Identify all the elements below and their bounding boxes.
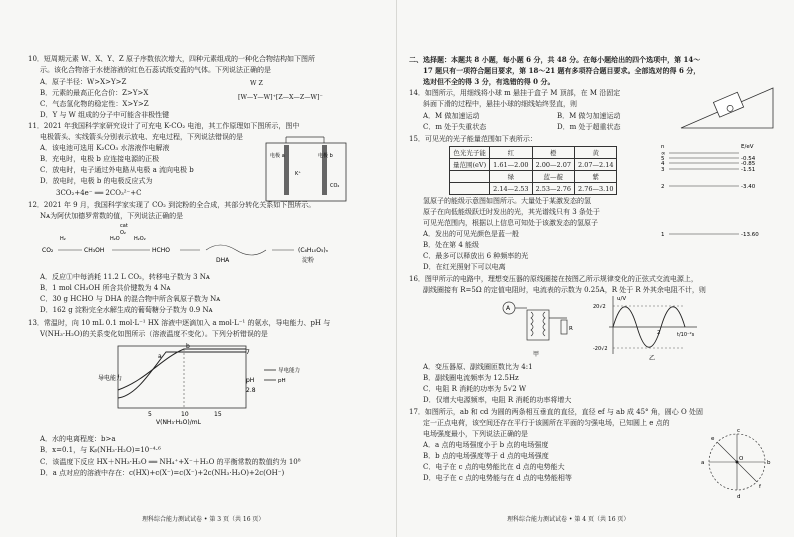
q15-option-d: D．在红光照射下可以电离 [423, 263, 506, 271]
q17-line: 定一正点电荷，该空间还存在平行于该圆所在平面的匀强电场，已知圆上 e 点的 [423, 419, 670, 427]
q14-option-c: C．m 处于失重状态 [423, 123, 487, 131]
q14-option-b: B．M 做匀加速运动 [557, 112, 621, 120]
q13-line: V(NH₃·H₂O)的关系变化如图所示（溶液温度不变化）。下列分析错误的是 [40, 330, 268, 338]
q16-line: 16．图甲所示的电路中，理想变压器的原线圈接在按图乙所示规律变化的正弦式交流电源上， [409, 275, 698, 283]
page-4-footer: 理科综合能力测试试卷 • 第 4 页（共 16 页） [507, 516, 630, 523]
y-axis-label: 导电能力 [98, 375, 123, 382]
battery-diagram [262, 135, 352, 205]
q12-line: Nᴀ为阿伏加德罗常数的值，下列说法正确的是 [40, 212, 184, 220]
q12-option-d: D．162 g 淀粉完全水解生成的葡萄糖分子数为 0.9 Nᴀ [40, 306, 213, 314]
svg-text:(C₆H₁₀O₅)ₙ: (C₆H₁₀O₅)ₙ [298, 247, 329, 254]
svg-text:O₂: O₂ [120, 230, 126, 236]
q10-structure-formula: [W—Y—W]⁺[Z—X—Z—W]⁻ [238, 94, 323, 101]
ion-label: K⁺ [295, 171, 301, 177]
q14-line: 斜面下滑的过程中，悬挂小球的细线始终竖直，则 [423, 100, 577, 108]
figure-yi-label: 乙 [649, 355, 656, 362]
q16-option-c: C．电阻 R 消耗的功率为 5√2 W [423, 385, 527, 393]
svg-text:n: n [661, 144, 665, 150]
q13-option-a: A．水的电离程度：b>a [40, 435, 116, 443]
svg-text:CO₂: CO₂ [42, 247, 54, 254]
q17-line: 17．如图所示，ab 和 cd 为圆的两条相互垂直的直径，直径 ef 与 ab 成 45° 角，圆心 O 处固 [409, 408, 703, 416]
conductivity-curve [118, 349, 246, 390]
q17-option-a: A．a 点的电场强度小于 b 点的电场强度 [423, 441, 549, 449]
svg-text:3: 3 [661, 167, 665, 173]
tick-y-28: 2.8 [246, 387, 256, 394]
q13-line: 13．常温时，向 10 mL 0.1 mol·L⁻¹ HX 溶液中逐滴加入 a mol·L⁻¹ 的氨水，导电能力、pH 与 [28, 319, 331, 327]
q13-option-b: B．x=0.1，与 Kᵦ(NH₃·H₂O)=10⁻⁴·⁶ [40, 446, 161, 454]
svg-text:cat: cat [120, 223, 128, 229]
svg-text:CH₃OH: CH₃OH [84, 247, 105, 254]
exam-page-4 [397, 0, 794, 537]
q10-option-d: D．Y 与 W 组成的分子中可能含非极性键 [40, 111, 170, 119]
svg-text:DHA: DHA [216, 257, 230, 264]
q12-option-b: B．1 mol CH₃OH 所含共价键数为 4 Nᴀ [40, 284, 171, 292]
q10-structure-top: W Z [250, 80, 263, 87]
tick-neg: -20√2 [593, 346, 608, 352]
incline-box-diagram [679, 86, 775, 130]
q10-option-a: A．原子半径：W>X>Y>Z [40, 78, 127, 86]
q15-line: 原子在向低能级跃迁时发出的光，其光谱线只有 3 条处于 [423, 208, 600, 216]
starch-synthesis-chain [40, 222, 370, 272]
q17-line: 电场强度最小，下列说法正确的是 [423, 430, 528, 438]
svg-text:R: R [569, 326, 573, 332]
q12-option-a: A．反应①中每消耗 11.2 L CO₂，转移电子数为 3 Nᴀ [40, 273, 210, 281]
q11-equation: 3CO₂+4e⁻ ══ 2CO₃²⁻+C [56, 189, 142, 197]
q11-option-c: C．放电时，电子通过外电路从电极 a 流向电极 b [40, 166, 194, 174]
svg-text:-13.60: -13.60 [741, 232, 759, 238]
conductivity-ph-chart [96, 340, 326, 426]
tick-x-10: 10 [181, 411, 189, 418]
energy-level-diagram [659, 142, 777, 242]
section-heading: 17 题只有一项符合题目要求，第 18～21 题有多项符合题目要求。全部选对的得 6 分， [423, 66, 701, 75]
transformer-circuit [497, 296, 581, 360]
ph-label: pH [246, 377, 255, 384]
svg-text:c: c [737, 428, 741, 434]
q10-line: 10．短周期元素 W、X、Y、Z 原子序数依次增大，四种元素组成的一种化合物结构如下图所 [28, 55, 316, 63]
svg-text:d: d [737, 494, 741, 500]
figure-jia-label: 甲 [533, 351, 540, 358]
tick-x-5: 5 [148, 411, 152, 418]
q16-option-d: D．仅增大电源频率，电阻 R 消耗的功率将增大 [423, 396, 572, 404]
q17-option-c: C．电子在 c 点的电势能比在 d 点的电势能大 [423, 463, 565, 471]
q16-option-b: B．副线圈电流频率为 12.5Hz [423, 374, 519, 382]
electrode-b-label: 电极 b [318, 153, 333, 159]
tick-2: 2 [657, 330, 661, 336]
q10-option-c: C．气态氢化物的稳定性：X>Y>Z [40, 100, 149, 108]
svg-text:H₂: H₂ [60, 236, 66, 242]
svg-text:-3.40: -3.40 [741, 184, 756, 190]
q13-option-d: D．a 点对应的溶液中存在：c(HX)+c(X⁻)=c(X⁻)+2c(NH₃·H₂O)+2c(OH⁻) [40, 469, 285, 477]
svg-text:5: 5 [661, 156, 665, 162]
svg-text:∞: ∞ [661, 151, 666, 157]
point-b: b [186, 343, 190, 350]
ph-curve [118, 352, 246, 398]
q13-option-c: C．该温度下反应 HX＋NH₃·H₂O ══ NH₄⁺+X⁻＋H₂O 的平衡常数的数值约为 10⁸ [40, 458, 301, 466]
photon-energy-table: 色光光子能 红 橙 黄 量范围(eV) 1.61—2.00 2.00—2.07 2.07—2.14 绿 蓝—靛 紫 2.14—2.53 2.53—2.76 2.76—3.10 [449, 146, 617, 195]
svg-text:f: f [759, 484, 761, 490]
legend-ph: pH [278, 378, 286, 384]
section-heading: 选对但不全的得 3 分，有选错的得 0 分。 [423, 77, 555, 86]
q11-line: 电极箭头、实线箭头分别表示放电、充电过程，下列说法错误的是 [40, 133, 243, 141]
svg-text:淀粉: 淀粉 [302, 257, 315, 264]
t-axis-label: t/10⁻²s [677, 332, 695, 338]
q10-option-b: B．元素的最高正化合价：Z>Y>X [40, 89, 149, 97]
svg-text:A: A [506, 305, 511, 312]
q12-option-c: C．30 g HCHO 与 DHA 的混合物中所含氧原子数为 Nᴀ [40, 295, 221, 303]
electrode-a-label: 电极 a [270, 153, 285, 159]
x-axis-label: V(NH₃·H₂O)/mL [156, 419, 201, 426]
q16-line: 副线圈接有 R=5Ω 的定值电阻时，电流表的示数为 0.25A，R 处于 R 外其余电阻不计，则 [423, 286, 706, 294]
svg-text:-0.54: -0.54 [741, 156, 756, 162]
tick-y-7: 7 [246, 349, 250, 356]
svg-text:HCHO: HCHO [152, 247, 170, 254]
svg-text:e: e [711, 436, 715, 442]
q15-option-c: C．最多可以释放出 6 种频率的光 [423, 252, 529, 260]
q11-line: 11．2021 年我国科学家研究设计了可充电 K-CO₂ 电池，其工作原理如下图所示，图中 [28, 122, 300, 130]
svg-text:-1.51: -1.51 [741, 167, 756, 173]
svg-text:-0.85: -0.85 [741, 161, 756, 167]
svg-text:H₂O₂: H₂O₂ [134, 236, 146, 242]
svg-text:2: 2 [661, 184, 665, 190]
q15-option-a: A．发出的可见光颜色是蓝一般 [423, 230, 520, 238]
q15-line: 可见光范围内，根据以上信息可知处于该激发态的氢原子 [423, 219, 598, 227]
q14-option-a: A．M 做加速运动 [423, 112, 480, 120]
svg-text:E/eV: E/eV [741, 144, 754, 150]
tick-pos: 20√2 [593, 304, 606, 310]
q17-option-b: B．b 点的电场强度等于 d 点的电场强度 [423, 452, 549, 460]
q11-option-a: A．该电池可选用 K₂CO₃ 水溶液作电解液 [40, 144, 170, 152]
point-a: a [158, 353, 162, 360]
svg-text:4: 4 [661, 161, 665, 167]
q15-option-b: B．处在第 4 能级 [423, 241, 480, 249]
q14-line: 14．如图所示，用细线将小球 m 悬挂于盒子 M 顶部，在 M 沿固定 [409, 89, 621, 97]
q14-option-d: D．m 处于超重状态 [557, 123, 621, 131]
q17-option-d: D．电子在 c 点的电势能与在 d 点的电势能相等 [423, 474, 572, 482]
legend-conductivity: 导电能力 [278, 368, 301, 374]
svg-text:H₂O: H₂O [110, 236, 120, 242]
q15-line: 15．可见光的光子能量范围如下表所示： [409, 135, 537, 143]
q11-option-d: D．放电时，电极 b 的电极反应式为 [40, 177, 153, 185]
svg-text:1: 1 [661, 232, 665, 238]
circle-field-diagram [699, 424, 775, 500]
q10-line: 示。该化合物溶于水使溶液的红色石蕊试纸变蓝的气体。下列说法正确的是 [40, 66, 271, 74]
section-heading: 二、选择题：本题共 8 小题，每小题 6 分，共 48 分。在每小题给出的四个选项中，第 14～ [409, 55, 701, 64]
sine-wave-chart [593, 292, 701, 362]
page-3-footer: 理科综合能力测试试卷 • 第 3 页（共 16 页） [142, 516, 265, 523]
q15-line: 氢原子的能级示意图如图所示。大量处于某激发态的氢 [423, 197, 591, 205]
svg-text:a: a [701, 460, 705, 466]
u-axis-label: u/V [617, 296, 627, 302]
co2-label: CO₂ [330, 183, 340, 189]
svg-text:O: O [739, 456, 744, 462]
q16-option-a: A．变压器原、副线圈匝数比为 4:1 [423, 363, 533, 371]
tick-x-15: 15 [214, 411, 222, 418]
q11-option-b: B．充电时，电极 b 应连接电源的正极 [40, 155, 160, 163]
svg-text:b: b [767, 460, 771, 466]
q12-line: 12．2021 年 9 月，我国科学家实现了 CO₂ 到淀粉的全合成，其部分转化关系如下图所示。 [28, 201, 316, 209]
